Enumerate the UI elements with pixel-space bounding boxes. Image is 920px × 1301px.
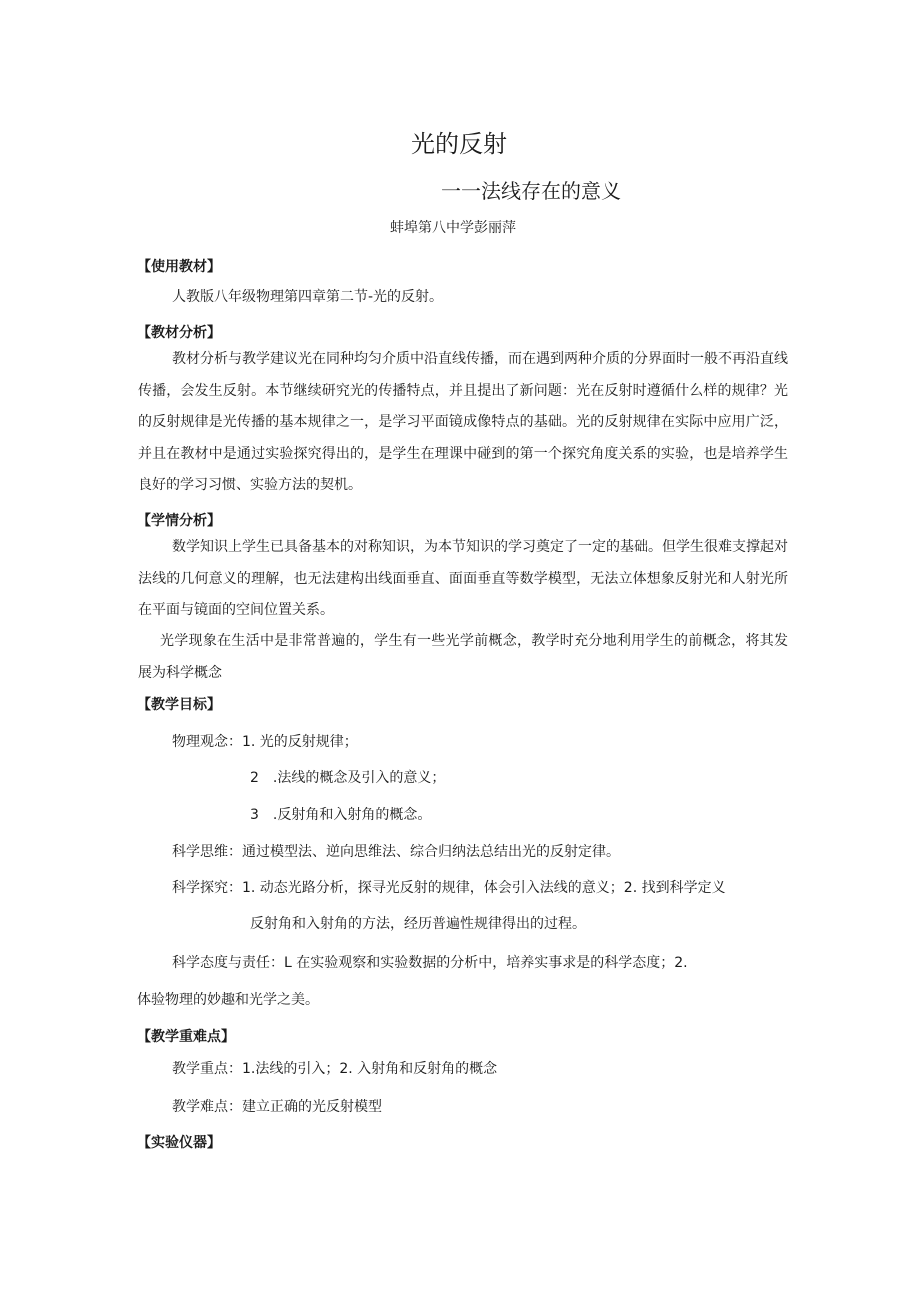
goal-thinking: 科学思维：通过模型法、逆向思维法、综合归纳法总结出光的反射定律。: [172, 844, 620, 860]
section-heading-key-points: 【教学重难点】: [137, 1029, 235, 1045]
goal-attitude-2: 体验物理的妙趣和光学之美。: [137, 992, 319, 1008]
students-paragraph-1: 数学知识上学生已具备基本的对称知识，为本节知识的学习奠定了一定的基础。但学生很难支撑起对法线的几何意义的理解，也无法建构出线面垂直、面面垂直等数学模型，无法立体想象反射光和人射光所在平面与镜面的空间位置关系。: [138, 539, 788, 618]
document-subtitle: 一一法线存在的意义: [441, 179, 621, 203]
analysis-paragraph: 教材分析与教学建议光在同种均匀介质中沿直线传播，而在遇到两种介质的分界面时一般不再沿直线传播，会发生反射。本节继续研究光的传播特点，并且提出了新问题：光在反射时遵循什么样的规律？光的反射规律是光传播的基本规律之一，是学习平面镜成像特点的基础。光的反射规律在实际中应用广泛，并且在教材中是通过实验探究得出的，是学生在理课中碰到的第一个探究角度关系的实验，也是培养学生良好的学习习惯、实验方法的契机。: [138, 351, 788, 493]
section-heading-analysis: 【教材分析】: [137, 325, 221, 341]
section-heading-goals: 【教学目标】: [137, 697, 221, 713]
section-heading-equipment: 【实验仪器】: [137, 1135, 221, 1151]
goal-inquiry-1: 科学探究：1. 动态光路分析，探寻光反射的规律，体会引入法线的意义；2. 找到科学定义: [172, 880, 726, 896]
goal-concept-3: 3 .反射角和入射角的概念。: [250, 807, 432, 823]
author-line: 蚌埠第八中学彭丽萍: [390, 220, 516, 236]
goal-concept-1: 物理观念：1. 光的反射规律；: [172, 734, 358, 750]
section-heading-textbook: 【使用教材】: [137, 259, 221, 275]
section-heading-students: 【学情分析】: [137, 513, 221, 529]
textbook-text: 人教版八年级物理第四章第二节-光的反射。: [172, 289, 444, 305]
goal-inquiry-2: 反射角和入射角的方法，经历普遍性规律得出的过程。: [250, 916, 586, 932]
document-title: 光的反射: [411, 130, 507, 158]
goal-concept-2: 2 .法线的概念及引入的意义；: [250, 770, 446, 786]
goal-attitude-1: 科学态度与责任：L 在实验观察和实验数据的分析中，培养实事求是的科学态度；2.: [172, 955, 688, 971]
students-paragraph-2: 光学现象在生活中是非常普遍的，学生有一些光学前概念，教学时充分地利用学生的前概念，将其发展为科学概念: [138, 633, 788, 681]
key-point-focus: 教学重点：1.法线的引入；2. 入射角和反射角的概念: [172, 1061, 498, 1077]
key-point-difficulty: 教学难点：建立正确的光反射模型: [172, 1099, 382, 1115]
